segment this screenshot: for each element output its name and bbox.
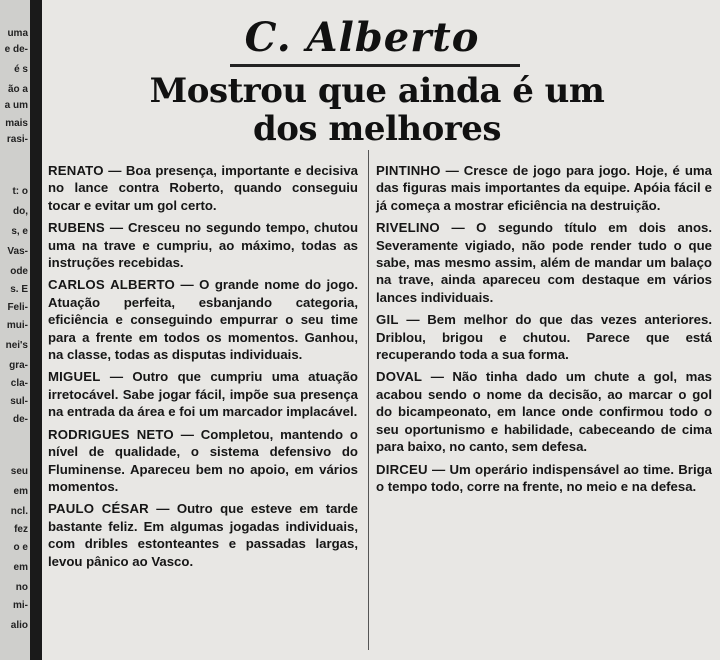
- headline-line-2: dos melhores: [252, 109, 502, 149]
- fragment-text: ode: [10, 266, 28, 277]
- fragment-text: mi-: [13, 600, 28, 611]
- fragment-text: e de-: [4, 44, 28, 55]
- player-name: PINTINHO: [376, 163, 441, 178]
- column-divider: [368, 150, 369, 650]
- fragment-text: alio: [10, 620, 28, 631]
- fragment-text: fez: [14, 524, 28, 535]
- player-entry: [48, 426, 358, 496]
- fragment-text: ncl.: [10, 506, 28, 517]
- player-name: RIVELINO: [376, 220, 440, 236]
- fragment-text: Vas-: [7, 246, 28, 257]
- player-review: — Cresce de jogo para jogo. Hoje, é uma das figuras mais importantes da equipe. Apóia fácil e já começa a mostrar eficiência na destruição.: [376, 163, 712, 213]
- fragment-text: sul-: [10, 396, 28, 407]
- fragment-text: Feli-: [7, 302, 28, 313]
- player-entry: [376, 368, 712, 455]
- fragment-text: s, e: [11, 226, 28, 237]
- player-name: RODRIGUES NETO: [48, 426, 174, 442]
- player-entry: [376, 461, 712, 496]
- fragment-text: em: [13, 562, 28, 573]
- player-name: PAULO CÉSAR: [48, 501, 149, 517]
- player-review: — Bem melhor do que das vezes anteriores. Driblou, brigou e chutou. Parece que está recuperando toda a sua forma.: [376, 312, 712, 363]
- headline-line-1: Mostrou que ainda é um: [149, 71, 605, 111]
- player-entry: [376, 311, 712, 363]
- fragment-text: cla-: [10, 378, 28, 389]
- player-review: — Boa presença, importante e decisiva no lance contra Roberto, quando conseguiu tocar e evitar um gol certo.: [48, 163, 358, 213]
- player-name: GIL: [376, 312, 399, 328]
- player-review: — Um operário indispensável ao time. Briga o tempo todo, corre na frente, no meio e na defesa.: [376, 461, 712, 494]
- player-review: — Outro que cumpriu uma atuação irretocável. Sabe jogar fácil, impõe sua presença na entrada da área e foi um marcador implacável.: [48, 369, 358, 420]
- player-entry: [48, 500, 358, 570]
- fragment-text: do,: [13, 206, 28, 217]
- fragment-text: ão a: [7, 84, 28, 95]
- player-review: — Completou, mantendo o nível de qualidade, o sistema defensivo do Fluminense. Apareceu bem no apoio, em vários momentos.: [48, 426, 358, 494]
- player-entry: [48, 368, 358, 420]
- fragment-text: mui-: [6, 320, 28, 331]
- player-review: — O grande nome do jogo. Atuação perfeita, esbanjando categoria, eficiência e conseguindo empurrar o seu time para a frente em todos os momentos. Ganhou, na classe, todas as disputas individuais.: [48, 277, 359, 363]
- fragment-text: no: [15, 582, 28, 593]
- kicker-underline: [230, 64, 520, 67]
- fragment-text: o e: [13, 542, 28, 553]
- player-name: RENATO: [48, 163, 104, 178]
- fragment-text: gra-: [9, 360, 28, 371]
- player-entry: [48, 276, 358, 363]
- player-entry: [376, 219, 712, 306]
- newspaper-clipping: [42, 0, 720, 660]
- player-name: MIGUEL: [48, 369, 101, 385]
- player-name: CARLOS ALBERTO: [48, 277, 175, 293]
- fragment-text: s. E: [10, 284, 28, 295]
- fragment-text: de-: [13, 414, 28, 425]
- player-entry: [376, 162, 712, 214]
- player-review: — Outro que esteve em tarde bastante feliz. Em algumas jogadas individuais, com dribles estonteantes e passadas largas, levou pânico ao Vasco.: [48, 501, 358, 569]
- adjacent-column-fragment: [0, 0, 30, 660]
- fragment-text: seu: [10, 466, 28, 477]
- left-column: [48, 162, 358, 575]
- player-entry: [48, 219, 358, 271]
- player-review: — Não tinha dado um chute a gol, mas acabou sendo o nome da decisão, ao marcar o gol do bicampeonato, em lance onde confirmou todo o seu oportunismo e habilidade, cabeceando de cima para baixo, no canto, sem defesa.: [376, 369, 712, 455]
- fragment-text: é s: [14, 64, 28, 75]
- player-name: DOVAL: [376, 369, 423, 385]
- player-entry: [48, 162, 358, 214]
- page-gutter-bar: [30, 0, 42, 660]
- player-review: — O segundo título em dois anos. Severamente vigiado, não pode render tudo o que sabe, mas mesmo assim, além de mandar um balaço na trave, ainda apareceu com destaque em vários lances individuais.: [376, 220, 712, 305]
- player-name: DIRCEU: [376, 461, 428, 477]
- fragment-text: mais: [5, 118, 28, 129]
- fragment-text: rasi-: [6, 134, 28, 145]
- right-column: [376, 162, 712, 500]
- article-headline: [112, 72, 642, 148]
- fragment-text: nei's: [5, 340, 28, 351]
- player-review: — Cresceu no segundo tempo, chutou uma na trave e cumpriu, ao máximo, todas as instruções recebidas.: [48, 220, 358, 271]
- fragment-text: a um: [4, 100, 28, 111]
- player-name: RUBENS: [48, 220, 105, 236]
- fragment-text: t: o: [12, 186, 28, 197]
- fragment-text: em: [13, 486, 28, 497]
- fragment-text: uma: [7, 28, 28, 39]
- article-kicker: C. Alberto: [244, 14, 480, 61]
